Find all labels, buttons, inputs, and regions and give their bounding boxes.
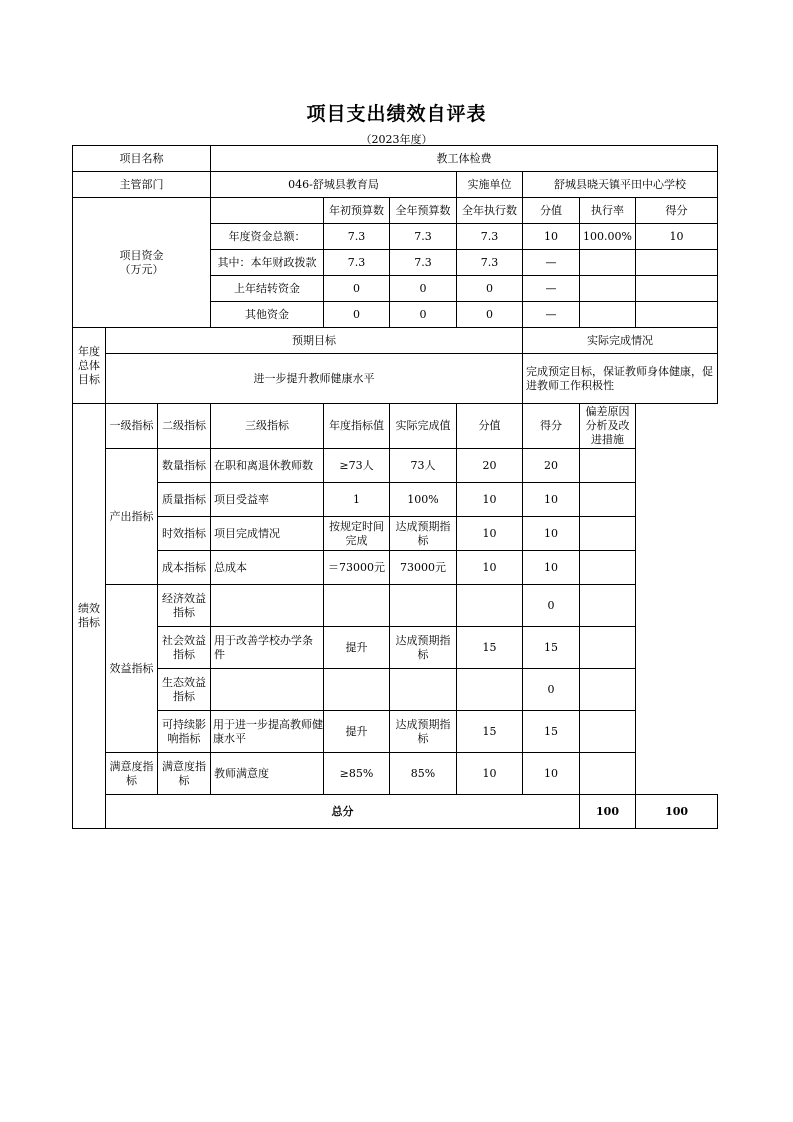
funds-score: 10 xyxy=(636,224,718,250)
total-score: 100 xyxy=(636,795,718,829)
funds-row-label: 上年结转资金 xyxy=(211,276,324,302)
indicator-actual: 85% xyxy=(390,753,457,795)
funds-header-score: 得分 xyxy=(636,198,718,224)
expected-goal: 进一步提升教师健康水平 xyxy=(106,354,523,404)
funds-score-value: — xyxy=(523,250,580,276)
indicator-row xyxy=(73,753,718,795)
funds-annual: 0 xyxy=(390,276,457,302)
funds-header-initial: 年初预算数 xyxy=(324,198,390,224)
indicator-note xyxy=(580,627,636,669)
indicator-level2: 成本指标 xyxy=(158,551,211,585)
indicator-target: ≥85% xyxy=(324,753,390,795)
indicator-level2: 满意度指标 xyxy=(158,753,211,795)
funds-header-row xyxy=(73,198,718,224)
group-output: 产出指标 xyxy=(106,449,158,585)
indicator-level3: 在职和离退休教师数 xyxy=(211,449,324,483)
indicator-row xyxy=(73,627,718,669)
department-row xyxy=(73,172,718,198)
indicator-level3: 用于进一步提高教师健康水平 xyxy=(211,711,324,753)
indicator-level3: 项目受益率 xyxy=(211,483,324,517)
funds-label: 项目资金 （万元） xyxy=(73,198,211,328)
funds-row-label: 其他资金 xyxy=(211,302,324,328)
funds-score xyxy=(636,302,718,328)
funds-executed: 7.3 xyxy=(457,224,523,250)
funds-rate xyxy=(580,250,636,276)
indicator-score-value: 15 xyxy=(457,711,523,753)
implementer-value: 舒城县晓天镇平田中心学校 xyxy=(523,172,718,198)
page-title: 项目支出绩效自评表 xyxy=(306,103,487,125)
indicator-target: ＝73000元 xyxy=(324,551,390,585)
funds-annual: 7.3 xyxy=(390,224,457,250)
indicator-actual: 100% xyxy=(390,483,457,517)
funds-header-executed: 全年执行数 xyxy=(457,198,523,224)
indicator-level2: 质量指标 xyxy=(158,483,211,517)
funds-score xyxy=(636,250,718,276)
indicator-row xyxy=(73,551,718,585)
indicator-note xyxy=(580,585,636,627)
header-actual: 实际完成值 xyxy=(390,404,457,449)
header-target: 年度指标值 xyxy=(324,404,390,449)
indicator-row xyxy=(73,483,718,517)
self-evaluation-table xyxy=(72,145,718,829)
funds-initial: 7.3 xyxy=(324,224,390,250)
funds-annual: 0 xyxy=(390,302,457,328)
indicator-row xyxy=(73,585,718,627)
indicator-level2: 生态效益指标 xyxy=(158,669,211,711)
indicator-target: ≥73人 xyxy=(324,449,390,483)
indicator-score: 0 xyxy=(523,669,580,711)
indicator-note xyxy=(580,711,636,753)
indicator-actual: 达成预期指标 xyxy=(390,711,457,753)
funds-executed: 0 xyxy=(457,276,523,302)
indicator-level3 xyxy=(211,669,324,711)
funds-executed: 0 xyxy=(457,302,523,328)
indicator-target: 提升 xyxy=(324,627,390,669)
funds-row-label: 其中：本年财政拨款 xyxy=(211,250,324,276)
project-name-value: 教工体检费 xyxy=(211,146,718,172)
header-score: 得分 xyxy=(523,404,580,449)
indicator-score: 20 xyxy=(523,449,580,483)
funds-rate xyxy=(580,276,636,302)
indicator-note xyxy=(580,753,636,795)
total-score-value: 100 xyxy=(580,795,636,829)
department-value: 046-舒城县教育局 xyxy=(211,172,457,198)
indicator-note xyxy=(580,483,636,517)
indicator-score-value xyxy=(457,669,523,711)
indicator-level2: 社会效益指标 xyxy=(158,627,211,669)
indicator-target xyxy=(324,585,390,627)
funds-annual: 7.3 xyxy=(390,250,457,276)
total-row xyxy=(73,795,718,829)
indicator-target: 提升 xyxy=(324,711,390,753)
indicator-score: 15 xyxy=(523,627,580,669)
project-name-row xyxy=(73,146,718,172)
indicator-score-value: 10 xyxy=(457,753,523,795)
indicator-row xyxy=(73,449,718,483)
total-label: 总分 xyxy=(106,795,580,829)
actual-goal: 完成预定目标，保证教师身体健康，促进教师工作积极性 xyxy=(523,354,718,404)
indicator-note xyxy=(580,449,636,483)
indicator-level3 xyxy=(211,585,324,627)
header-level2: 二级指标 xyxy=(158,404,211,449)
funds-header-blank xyxy=(211,198,324,224)
project-name-label: 项目名称 xyxy=(73,146,211,172)
indicator-level2: 可持续影响指标 xyxy=(158,711,211,753)
funds-row-label: 年度资金总额： xyxy=(211,224,324,250)
actual-goal-label: 实际完成情况 xyxy=(523,328,718,354)
indicator-score: 10 xyxy=(523,483,580,517)
indicators-label: 绩效 指标 xyxy=(73,404,106,829)
indicator-score-value: 20 xyxy=(457,449,523,483)
funds-initial: 0 xyxy=(324,276,390,302)
indicator-score: 10 xyxy=(523,517,580,551)
indicator-level3: 用于改善学校办学条件 xyxy=(211,627,324,669)
indicator-score: 10 xyxy=(523,753,580,795)
indicator-score: 0 xyxy=(523,585,580,627)
header-note: 偏差原因分析及改进措施 xyxy=(580,404,636,449)
goals-header-row xyxy=(73,328,718,354)
indicator-actual: 达成预期指标 xyxy=(390,517,457,551)
indicator-score-value: 10 xyxy=(457,483,523,517)
indicators-header-row xyxy=(73,404,718,449)
indicator-score: 10 xyxy=(523,551,580,585)
indicator-target: 1 xyxy=(324,483,390,517)
funds-header-annual: 全年预算数 xyxy=(390,198,457,224)
group-benefit: 效益指标 xyxy=(106,585,158,753)
implementer-label: 实施单位 xyxy=(457,172,523,198)
indicator-level2: 时效指标 xyxy=(158,517,211,551)
report-year: （2023年度） xyxy=(360,133,433,146)
indicator-target: 按规定时间完成 xyxy=(324,517,390,551)
indicator-actual: 达成预期指标 xyxy=(390,627,457,669)
indicator-score-value: 10 xyxy=(457,551,523,585)
funds-header-score-value: 分值 xyxy=(523,198,580,224)
indicator-level3: 总成本 xyxy=(211,551,324,585)
goals-label: 年度 总体 目标 xyxy=(73,328,106,404)
indicator-level2: 经济效益指标 xyxy=(158,585,211,627)
funds-score-value: — xyxy=(523,302,580,328)
indicator-score-value xyxy=(457,585,523,627)
funds-rate xyxy=(580,302,636,328)
indicator-level3: 项目完成情况 xyxy=(211,517,324,551)
goals-row xyxy=(73,354,718,404)
header-level1: 一级指标 xyxy=(106,404,158,449)
header-score-value: 分值 xyxy=(457,404,523,449)
expected-goal-label: 预期目标 xyxy=(106,328,523,354)
group-satisfaction: 满意度指 标 xyxy=(106,753,158,795)
indicator-level3: 教师满意度 xyxy=(211,753,324,795)
indicator-row xyxy=(73,669,718,711)
indicator-level2: 数量指标 xyxy=(158,449,211,483)
indicator-score: 15 xyxy=(523,711,580,753)
department-label: 主管部门 xyxy=(73,172,211,198)
indicator-row xyxy=(73,711,718,753)
header-level3: 三级指标 xyxy=(211,404,324,449)
indicator-actual: 73000元 xyxy=(390,551,457,585)
funds-initial: 7.3 xyxy=(324,250,390,276)
indicator-target xyxy=(324,669,390,711)
indicator-row xyxy=(73,517,718,551)
funds-score-value: — xyxy=(523,276,580,302)
indicator-note xyxy=(580,551,636,585)
indicator-actual: 73人 xyxy=(390,449,457,483)
indicator-note xyxy=(580,669,636,711)
funds-executed: 7.3 xyxy=(457,250,523,276)
funds-initial: 0 xyxy=(324,302,390,328)
indicator-actual xyxy=(390,585,457,627)
indicator-score-value: 10 xyxy=(457,517,523,551)
funds-rate: 100.00% xyxy=(580,224,636,250)
indicator-note xyxy=(580,517,636,551)
indicator-actual xyxy=(390,669,457,711)
indicator-score-value: 15 xyxy=(457,627,523,669)
funds-score-value: 10 xyxy=(523,224,580,250)
funds-header-rate: 执行率 xyxy=(580,198,636,224)
funds-score xyxy=(636,276,718,302)
